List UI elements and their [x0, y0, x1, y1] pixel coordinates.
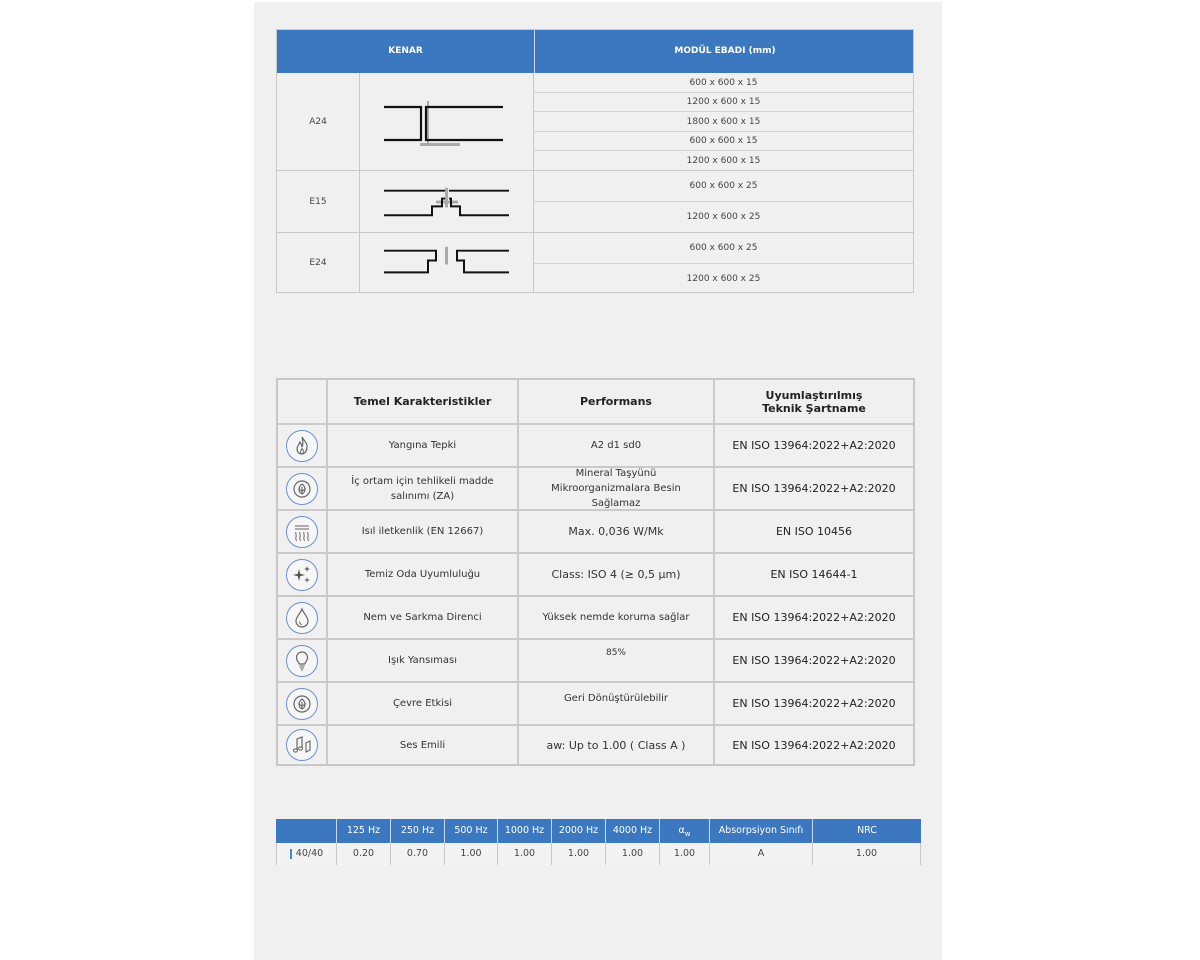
table-row — [278, 638, 913, 681]
header-4000hz: 4000 Hz — [605, 819, 659, 843]
edge-code: A24 — [277, 73, 360, 170]
size-cell: 600 x 600 x 25 — [689, 243, 758, 253]
header-500hz: 500 Hz — [444, 819, 497, 843]
header-absorption-class: Absorpsiyon Sınıfı — [709, 819, 812, 843]
value-4000hz: 1.00 — [605, 843, 659, 865]
header-250hz: 250 Hz — [390, 819, 444, 843]
absorption-table — [276, 819, 921, 865]
size-cell: 600 x 600 x 25 — [689, 181, 758, 191]
absorption-data-row — [276, 843, 921, 865]
value-250hz: 0.70 — [390, 843, 444, 865]
header-125hz: 125 Hz — [336, 819, 390, 843]
leaf-icon — [286, 688, 318, 720]
characteristic-cell: Işık Yansıması — [326, 640, 517, 681]
performance-cell: A2 d1 sd0 — [517, 425, 713, 466]
alpha-symbol: α — [678, 825, 685, 836]
characteristics-header-row — [278, 380, 913, 423]
table-row — [278, 681, 913, 724]
characteristic-cell: Temiz Oda Uyumluluğu — [326, 554, 517, 595]
spec-cell: EN ISO 14644-1 — [713, 554, 913, 595]
performance-cell: Yüksek nemde koruma sağlar — [517, 597, 713, 638]
characteristics-table — [276, 378, 915, 766]
e24-size-list — [534, 233, 913, 292]
dimensions-header: MODÜL EBADI (mm) — [534, 30, 915, 73]
edge-header: KENAR — [388, 46, 423, 56]
edge-dimensions-table — [276, 29, 914, 293]
edge-table-header — [277, 30, 913, 73]
music-note-icon — [286, 729, 318, 761]
characteristic-cell: İç ortam için tehlikeli madde salınımı (ZA) — [326, 468, 517, 509]
spec-cell: EN ISO 13964:2022+A2:2020 — [713, 468, 913, 509]
spec-header-line2: Teknik Şartname — [762, 401, 866, 415]
icon-cell — [278, 425, 326, 466]
e15-size-list — [534, 171, 913, 232]
table-row — [278, 423, 913, 466]
table-row — [278, 466, 913, 509]
header-1000hz: 1000 Hz — [497, 819, 551, 843]
icon-cell — [278, 511, 326, 552]
row-marker — [290, 849, 292, 859]
header-alpha-w — [659, 819, 709, 843]
performance-cell: 85% — [517, 640, 713, 681]
size-cell: 1200 x 600 x 15 — [534, 92, 913, 111]
heat-icon — [286, 516, 318, 548]
value-1000hz: 1.00 — [497, 843, 551, 865]
sparkle-icon — [286, 559, 318, 591]
performance-cell: Max. 0,036 W/Mk — [517, 511, 713, 552]
characteristic-cell: Yangına Tepki — [326, 425, 517, 466]
header-nrc: NRC — [812, 819, 921, 843]
row-label-cell — [277, 843, 336, 865]
icon-cell — [278, 554, 326, 595]
spec-cell: EN ISO 13964:2022+A2:2020 — [713, 425, 913, 466]
icon-header-cell — [278, 380, 326, 423]
table-row — [278, 552, 913, 595]
spec-cell: EN ISO 13964:2022+A2:2020 — [713, 683, 913, 724]
value-2000hz: 1.00 — [551, 843, 605, 865]
characteristic-cell: Ses Emili — [326, 726, 517, 764]
icon-cell — [278, 468, 326, 509]
performance-cell: Geri Dönüştürülebilir — [517, 683, 713, 724]
performance-cell: aw: Up to 1.00 ( Class A ) — [517, 726, 713, 764]
spec-header — [713, 380, 913, 423]
value-125hz: 0.20 — [336, 843, 390, 865]
a24-size-list — [534, 73, 913, 170]
spec-cell: EN ISO 10456 — [713, 511, 913, 552]
characteristic-cell: Çevre Etkisi — [326, 683, 517, 724]
size-cell: 600 x 600 x 15 — [689, 77, 758, 88]
row-label: 40/40 — [295, 848, 324, 859]
icon-cell — [278, 683, 326, 724]
header-2000hz: 2000 Hz — [551, 819, 605, 843]
icon-cell — [278, 726, 326, 764]
e24-edge-profile — [360, 233, 534, 292]
table-row — [278, 509, 913, 552]
spec-cell: EN ISO 13964:2022+A2:2020 — [713, 726, 913, 764]
alpha-subscript: w — [684, 829, 691, 838]
leaf-icon — [286, 473, 318, 505]
value-nrc: 1.00 — [812, 843, 920, 865]
spec-cell: EN ISO 13964:2022+A2:2020 — [713, 640, 913, 681]
performance-cell: Mineral Taşyünü Mikroorganizmalara Besin Sağlamaz — [517, 468, 713, 509]
characteristic-cell: Nem ve Sarkma Direnci — [326, 597, 517, 638]
spec-cell: EN ISO 13964:2022+A2:2020 — [713, 597, 913, 638]
edge-group-e24 — [277, 232, 913, 292]
edge-code: E15 — [277, 171, 360, 232]
characteristic-cell: Isıl iletkenlik (EN 12667) — [326, 511, 517, 552]
spec-header-line1: Uyumlaştırılmış — [765, 388, 863, 402]
a24-edge-profile — [360, 73, 534, 170]
size-cell: 1200 x 600 x 25 — [534, 263, 913, 293]
icon-cell — [278, 597, 326, 638]
size-cell: 1200 x 600 x 15 — [534, 150, 913, 170]
flame-icon — [286, 430, 318, 462]
characteristics-header: Temel Karakteristikler — [326, 380, 517, 423]
size-cell: 1800 x 600 x 15 — [534, 111, 913, 131]
edge-code: E24 — [277, 233, 360, 292]
bulb-icon — [286, 645, 318, 677]
performance-header: Performans — [517, 380, 713, 423]
performance-cell: Class: ISO 4 (≥ 0,5 μm) — [517, 554, 713, 595]
absorption-header-row — [276, 819, 921, 843]
size-cell: 1200 x 600 x 25 — [534, 201, 913, 232]
value-alpha-w: 1.00 — [659, 843, 709, 865]
table-row — [278, 724, 913, 764]
e15-edge-profile — [360, 171, 534, 232]
value-absorption-class: A — [709, 843, 812, 865]
absorption-header-blank — [276, 819, 336, 843]
size-cell: 600 x 600 x 15 — [534, 131, 913, 150]
table-row — [278, 595, 913, 638]
edge-group-a24 — [277, 73, 913, 170]
icon-cell — [278, 640, 326, 681]
value-500hz: 1.00 — [444, 843, 497, 865]
drop-icon — [286, 602, 318, 634]
edge-group-e15 — [277, 170, 913, 232]
